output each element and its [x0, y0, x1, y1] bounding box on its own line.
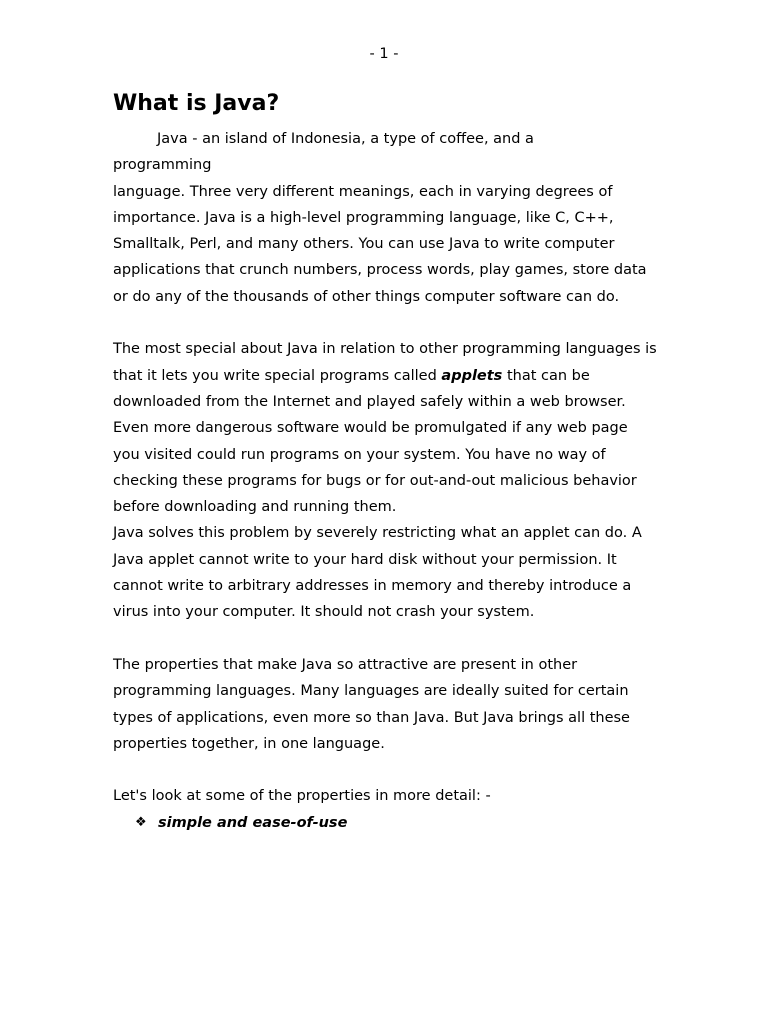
properties-list: [113, 810, 658, 836]
paragraph-dangerous-software: Even more dangerous software would be promulgated if any web page you visited could run programs on your system. You have no way of checking these programs for bugs or for out-and-out malicious behavior before downloading and running them.: [113, 420, 637, 516]
paragraph-intro: [113, 126, 658, 310]
list-item: [113, 810, 658, 836]
paragraph-restrictions: Java solves this problem by severely restricting what an applet can do. A Java applet cannot write to your hard disk without your permission. It cannot write to arbitrary addresses in memory and thereby introduce a virus into your computer. It should not crash your system.: [113, 525, 642, 621]
paragraph-applets: [113, 336, 658, 415]
paragraph-intro-rest: language. Three very different meanings, each in varying degrees of importance. Java is a high-level programming language, like C, C++, Smalltalk, Perl, and many others. You can use Java to write computer applications that crunch numbers, process words, play games, store data or do any of the thousands of other things computer software can do.: [113, 183, 647, 305]
paragraph-properties-intro: Let's look at some of the properties in more detail: -: [113, 788, 491, 805]
paragraph-intro-line2: programming: [113, 157, 212, 174]
document-body: [113, 88, 658, 836]
applets-emphasis: applets: [441, 367, 503, 384]
page-title: What is Java?: [113, 91, 280, 116]
paragraph-applets-before: The most special about Java in relation to other programming languages is that it lets you write special programs called: [113, 341, 657, 384]
page-number: - 1 -: [369, 46, 399, 62]
paragraph-intro-line1: Java - an island of Indonesia, a type of coffee, and a: [157, 131, 534, 147]
paragraph-spacer: [113, 310, 658, 336]
paragraph-spacer: [113, 757, 658, 783]
paragraph-applets-after: that can be downloaded from the Internet and played safely within a web browser.: [113, 367, 626, 410]
paragraph-spacer: [113, 626, 658, 652]
diamond-bullet-icon: ❖: [135, 814, 147, 830]
paragraph-properties: The properties that make Java so attractive are present in other programming languages. Many languages are ideally suited for certain types of applications, even more so than Java. But Java brings all these properties together, in one language.: [113, 656, 630, 752]
list-item-text: simple and ease-of-use: [158, 814, 348, 831]
